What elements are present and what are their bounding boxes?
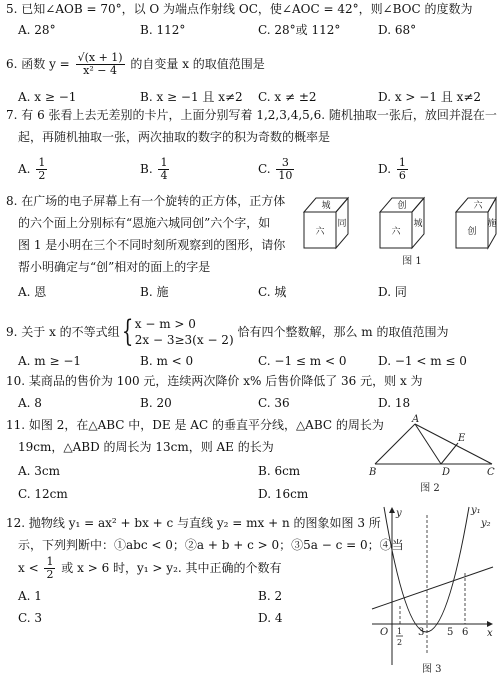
- q7-option-c-den: 10: [278, 169, 293, 182]
- cube3-top-char: 六: [473, 201, 483, 211]
- graph-y-label: y: [396, 508, 402, 519]
- tick-half-num: 1: [397, 627, 403, 636]
- q10-stem: 10. 某商品的售价为 100 元，连续两次降价 x% 后售价降低了 36 元，则 x 为: [6, 374, 423, 388]
- q11-line2: 19cm，△ABD 的周长为 13cm，则 AE 的长为: [18, 440, 274, 454]
- q12-line1: 12. 抛物线 y₁ = ax² + bx + c 与直线 y₂ = mx + n 的图象如图 3 所: [6, 516, 381, 530]
- label-d: D: [442, 467, 451, 478]
- q7-option-a-num: 1: [38, 156, 46, 169]
- cube2-top-char: 创: [397, 201, 407, 211]
- q8-option-d: D. 同: [378, 285, 407, 299]
- q9-option-a: A. m ≥ −1: [18, 354, 82, 368]
- q12-line3-fraction: [44, 556, 55, 581]
- graph-x-label: x: [487, 628, 493, 639]
- q8-option-a: A. 恩: [18, 285, 47, 299]
- q6-denominator: x² − 4: [83, 64, 117, 77]
- q7-option-a-den: 2: [38, 169, 46, 182]
- q7-line2: 起，再随机抽取一张，两次抽取的数字的积为奇数的概率是: [18, 130, 331, 144]
- cube3-side-char: 施: [487, 219, 497, 229]
- q8-option-c: C. 城: [258, 285, 287, 299]
- q7-option-b-fraction: [158, 157, 169, 182]
- q7-line1: 7. 有 6 张看上去无差别的卡片，上面分别写着 1,2,3,4,5,6. 随机抽取一张后，放回并混在一: [6, 108, 497, 122]
- q6-option-c: C. x ≠ ±2: [258, 90, 317, 104]
- q12-line3-den: 2: [46, 568, 54, 581]
- cube1-front-char: 六: [315, 227, 325, 237]
- label-e: E: [458, 433, 466, 444]
- q7-option-d-den: 6: [398, 169, 406, 182]
- tick-half-den: 2: [397, 638, 403, 647]
- label-y2: y₂: [481, 518, 491, 529]
- segment-ac: [415, 424, 492, 464]
- segment-ad: [415, 424, 441, 464]
- q7-option-a-label: A.: [18, 162, 31, 176]
- q6-numerator: √(x + 1): [77, 51, 123, 64]
- q7-option-b: [140, 157, 171, 182]
- q12-line3: [18, 556, 282, 581]
- segment-ab: [375, 424, 415, 464]
- figure-2-caption: 图 2: [420, 483, 440, 494]
- q12-line3-post: 或 x > 6 时，y₁ > y₂. 其中正确的个数有: [61, 561, 282, 575]
- cube3-front-char: 创: [467, 227, 477, 237]
- q6-stem: [6, 52, 265, 77]
- q6-option-d: D. x > −1 且 x≠2: [378, 90, 482, 104]
- graph-origin-label: O: [380, 627, 389, 638]
- q11-option-a: A. 3cm: [18, 464, 61, 478]
- q5-option-c: C. 28°或 112°: [258, 23, 341, 37]
- label-b: B: [369, 467, 377, 478]
- q7-option-d-label: D.: [378, 162, 392, 176]
- q5-option-a: A. 28°: [18, 23, 56, 37]
- q6-stem-post: 的自变量 x 的取值范围是: [130, 57, 265, 71]
- cube1-top-char: 城: [321, 201, 331, 211]
- q6-fraction: [76, 52, 125, 77]
- cube2-front-char: 六: [391, 227, 401, 237]
- q7-option-d-fraction: [397, 157, 408, 182]
- q10-option-c: C. 36: [258, 396, 290, 410]
- q12-line3-pre: x <: [18, 561, 39, 575]
- figure-1-caption: 图 1: [402, 256, 422, 267]
- q7-option-a: [18, 157, 49, 182]
- label-c: C: [487, 467, 495, 478]
- q9-system: [135, 316, 234, 348]
- q10-option-d: D. 18: [378, 396, 411, 410]
- q9-option-b: B. m < 0: [140, 354, 194, 368]
- q9-option-d: D. −1 < m ≤ 0: [378, 354, 467, 368]
- q6-option-b: B. x ≥ −1 且 x≠2: [140, 90, 243, 104]
- q5-option-d: D. 68°: [378, 23, 417, 37]
- q9-ineq2: 2x − 3≥3(x − 2): [134, 333, 234, 347]
- q12-option-a: A. 1: [18, 589, 42, 603]
- q11-line1: 11. 如图 2，在△ABC 中，DE 是 AC 的垂直平分线，△ABC 的周长为: [6, 418, 384, 432]
- q7-option-b-num: 1: [160, 156, 168, 169]
- segment-de: [441, 443, 458, 464]
- figure-1-cubes: [300, 190, 495, 268]
- figure-3-caption: 图 3: [422, 664, 442, 675]
- q7-option-c-fraction: [276, 157, 294, 182]
- q12-line3-num: 1: [46, 555, 54, 568]
- cube1-side-char: 同: [337, 219, 347, 229]
- q11-option-d: D. 16cm: [258, 487, 309, 501]
- q9-brace: {: [121, 314, 133, 349]
- parabola-y1: [384, 507, 469, 632]
- q10-option-a: A. 8: [18, 396, 42, 410]
- figure-2-triangle: [365, 414, 495, 494]
- tick-5: 5: [447, 627, 454, 638]
- tick-3: 3: [418, 627, 425, 638]
- q12-option-b: B. 2: [258, 589, 283, 603]
- q7-option-c-num: 3: [276, 157, 294, 170]
- q8-line4: 帮小明确定与“创”相对的面上的字是: [18, 260, 211, 274]
- q8-line2: 的六个面上分别标有“恩施六城同创”六个字，如: [18, 216, 271, 230]
- q7-option-d-num: 1: [398, 156, 406, 169]
- q9-ineq1: x − m > 0: [134, 317, 196, 331]
- q7-option-d: [378, 157, 410, 182]
- q6-stem-pre: 6. 函数 y =: [6, 57, 70, 71]
- q10-option-b: B. 20: [140, 396, 172, 410]
- q8-line3: 图 1 是小明在三个不同时刻所观察到的图形，请你: [18, 238, 286, 252]
- q7-option-b-den: 4: [160, 169, 168, 182]
- q7-option-b-label: B.: [140, 162, 153, 176]
- q8-option-b: B. 施: [140, 285, 169, 299]
- q12-option-c: C. 3: [18, 611, 43, 625]
- q12-option-d: D. 4: [258, 611, 283, 625]
- q12-line2: 示，下列判断中：①abc < 0；②a + b + c > 0；③5a − c = 0；④当: [18, 538, 404, 552]
- q9-stem-pre: 9. 关于 x 的不等式组: [6, 325, 120, 339]
- q7-option-c-label: C.: [258, 162, 271, 176]
- label-a: A: [412, 414, 420, 425]
- q5-stem: 5. 已知∠AOB = 70°，以 O 为端点作射线 OC，使∠AOC = 42°，则∠BOC 的度数为: [6, 2, 473, 16]
- q8-line1: 8. 在广场的电子屏幕上有一个旋转的正方体，正方体: [6, 194, 286, 208]
- q11-option-b: B. 6cm: [258, 464, 301, 478]
- q11-option-c: C. 12cm: [18, 487, 68, 501]
- line-y2: [372, 567, 493, 609]
- q9-stem-post: 恰有四个整数解，那么 m 的取值范围为: [237, 325, 449, 339]
- label-y1: y₁: [471, 505, 481, 516]
- q7-option-c: [258, 157, 296, 182]
- figure-3-graph: [370, 505, 495, 676]
- cube2-side-char: 城: [413, 219, 423, 229]
- q7-option-a-fraction: [36, 157, 47, 182]
- q6-option-a: A. x ≥ −1: [18, 90, 77, 104]
- q9-stem: [6, 316, 448, 348]
- tick-6: 6: [462, 627, 469, 638]
- q9-option-c: C. −1 ≤ m < 0: [258, 354, 347, 368]
- q5-option-b: B. 112°: [140, 23, 186, 37]
